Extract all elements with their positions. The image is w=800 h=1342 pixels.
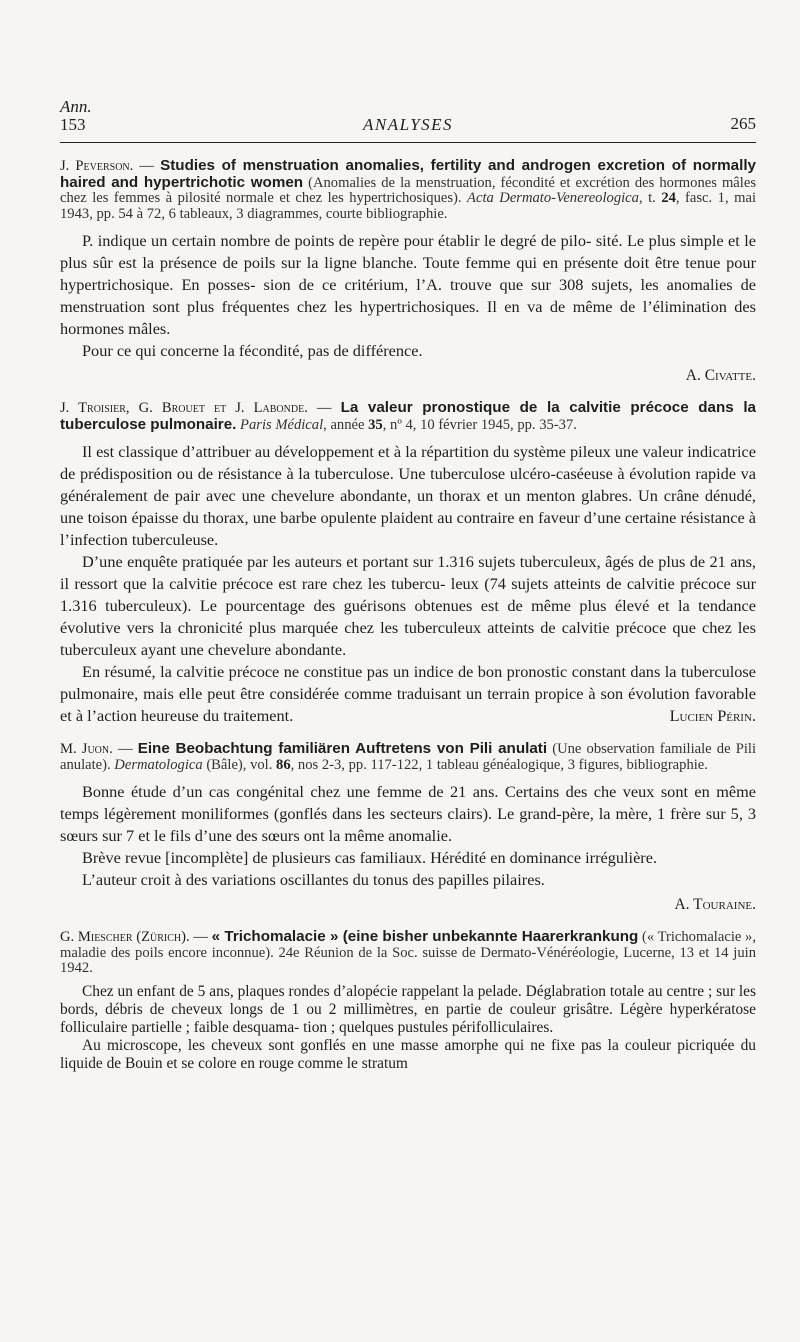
journal-volume: 86 (276, 756, 291, 773)
abstract-translation: (« Trichomalacie », maladie des poils encore inconnue). 24e Réunion de la Soc. suisse de Dermato-Vénéréologie, Lucerne, 13 et 14 juin 1942. (60, 929, 756, 976)
abstract-4 (60, 929, 756, 1073)
separator: — (189, 929, 212, 945)
abstract-translation: (Anomalies de la menstruation, fécondité et excrétion des hormones mâles chez les femmes à pilosité normale et chez les hypertrichosiques). (60, 174, 756, 206)
abstract-author: M. Juon. (60, 741, 113, 757)
volume-prefix: , année (323, 416, 369, 433)
abstract-1 (60, 158, 756, 386)
separator: — (133, 158, 161, 174)
journal-volume: 35 (368, 416, 383, 433)
abstract-author: J. Peverson. (60, 158, 134, 174)
signature: Lucien Périn. (669, 706, 756, 725)
citation-details: , nº 4, 10 février 1945, pp. 35-37. (382, 416, 577, 433)
running-header (60, 98, 756, 140)
abstract-2 (60, 400, 756, 727)
paragraph: Il est classique d’attribuer au développement et à la répartition du système pileux une valeur indicatrice de prédisposition ou de résistance à la tuberculose. Une tuberculose ulcéro-caséeuse à évolution rapide va généralement de pair avec une chevelure abondante, un thorax et un menton glabres. Un crâne dénudé, une toison épaisse du thorax, une barbe opulente plaident au contraire en faveur d’une certaine résistance à l’infection tuberculeuse. (60, 442, 756, 549)
abstract-reference (60, 158, 756, 222)
paragraph: L’auteur croit à des variations oscillantes du tonus des papilles pilaires. (82, 870, 545, 889)
abstract-body (60, 230, 756, 362)
abstract-title: Studies of menstruation anomalies, fertility and androgen excretion of normally haired and hypertrichotic women (60, 157, 757, 191)
abstract-body (60, 441, 756, 727)
separator: — (307, 400, 341, 416)
paragraph: D’une enquête pratiquée par les auteurs et portant sur 1.316 sujets tuberculeux, âgés de plus de 21 ans, il ressort que la calvitie précoce est rare chez les tubercu- leux (74 sujets atteints de calvitie précoce sur 1.316 tuberculeux). Le pourcentage des guérisons obtenues est de même plus élevé et la tendance évolutive vers la chronicité plus marquée chez les tuberculeux atteints de calvitie précoce que chez les tuberculeux ayant une chevelure abondante. (60, 552, 756, 659)
abstract-reference (60, 929, 756, 977)
paragraph-text: En résumé, la calvitie précoce ne constitue pas un indice de bon pronostic constant dans la tuberculose pulmonaire, mais elle peut être considérée comme traduisant un terrain propice à son évolution favorable et à l’action heureuse du traitement. (60, 662, 756, 725)
volume-prefix: , t. (638, 190, 662, 206)
journal-volume: 24 (661, 190, 676, 206)
separator: — (112, 741, 138, 757)
paragraph: Au microscope, les cheveux sont gonflés en une masse amorphe qui ne fixe pas la couleur picriquée du liquide de Bouin et se colore en rouge comme le stratum (60, 1036, 756, 1072)
paragraph: Pour ce qui concerne la fécondité, pas de différence. (82, 341, 423, 360)
abstract-title: Eine Beobachtung familiären Auftretens von Pili anulati (137, 740, 548, 757)
abstract-title: « Trichomalacie » (eine bisher unbekannte Haarerkrankung (211, 928, 639, 945)
volume-prefix: (Bâle), vol. (202, 756, 277, 773)
abstract-author: G. Miescher (Zürich). (60, 929, 190, 945)
signature: A. Touraine. (674, 896, 756, 913)
journal-name: Paris Médical (240, 416, 324, 433)
journal-abbrev: Ann. (60, 97, 92, 116)
citation-details: , fasc. 1, mai 1943, pp. 54 à 72, 6 tableaux, 3 diagrammes, courte bibliographie. (60, 190, 756, 222)
paragraph: Chez un enfant de 5 ans, plaques rondes d’alopécie rappelant la pelade. Déglabration totale au centre ; sur les bords, débris de cheveux longs de 1 ou 2 millimètres, en partie de couleur grisâtre. Légère hyperkératose folliculaire partielle ; faible desquama- tion ; quelques pustules périfolliculaires. (60, 982, 756, 1036)
journal-name: Dermatologica (114, 756, 203, 773)
section-title: ANALYSES (362, 115, 454, 134)
header-rule (60, 142, 756, 143)
abstract-author: J. Troisier, G. Brouet et J. Labonde. (60, 400, 308, 416)
paragraph (60, 661, 756, 727)
document-page (60, 98, 756, 1073)
abstract-translation: (Une observation familiale de Pili anulate). (60, 741, 757, 773)
abstract-reference (60, 741, 756, 773)
paragraph: Bonne étude d’un cas congénital chez une femme de 21 ans. Certains des che veux sont en même temps légèrement moniliformes (gonflés dans les secteurs clairs). Le grand-père, la mère, 1 frère sur 5, 3 sœurs sur 7 et le fils d’une des sœurs ont la même anomalie. (60, 782, 756, 845)
paragraph: Brève revue [incomplète] de plusieurs cas familiaux. Hérédité en dominance irrégulière. (82, 848, 658, 867)
abstract-title: La valeur pronostique de la calvitie précoce dans la tuberculose pulmonaire. (60, 399, 757, 433)
paragraph: P. indique un certain nombre de points de repère pour établir le degré de pilo- sité. Le plus simple et le plus sûr est la présence de poils sur la ligne blanche. Toute femme qui en présente doit être tenue pour hypertrichosique. En posses- sion de ce critérium, l’A. trouve que sur 308 sujets, les anomalies de menstruation sont plus fréquentes chez les hypertrichosiques. Il en va de même de l’élimination des hormones mâles. (60, 231, 756, 338)
citation-details: , nos 2-3, pp. 117-122, 1 tableau généalogique, 3 figures, bibliographie. (290, 756, 708, 773)
signature: A. Civatte. (685, 367, 756, 384)
abstract-body (60, 781, 756, 891)
abstract-3 (60, 741, 756, 915)
journal-name: Acta Dermato-Venereologica (467, 190, 639, 206)
abstract-body (60, 983, 756, 1073)
page-number: 265 (730, 114, 756, 133)
volume-number: 153 (60, 115, 86, 134)
abstract-reference (60, 400, 756, 433)
